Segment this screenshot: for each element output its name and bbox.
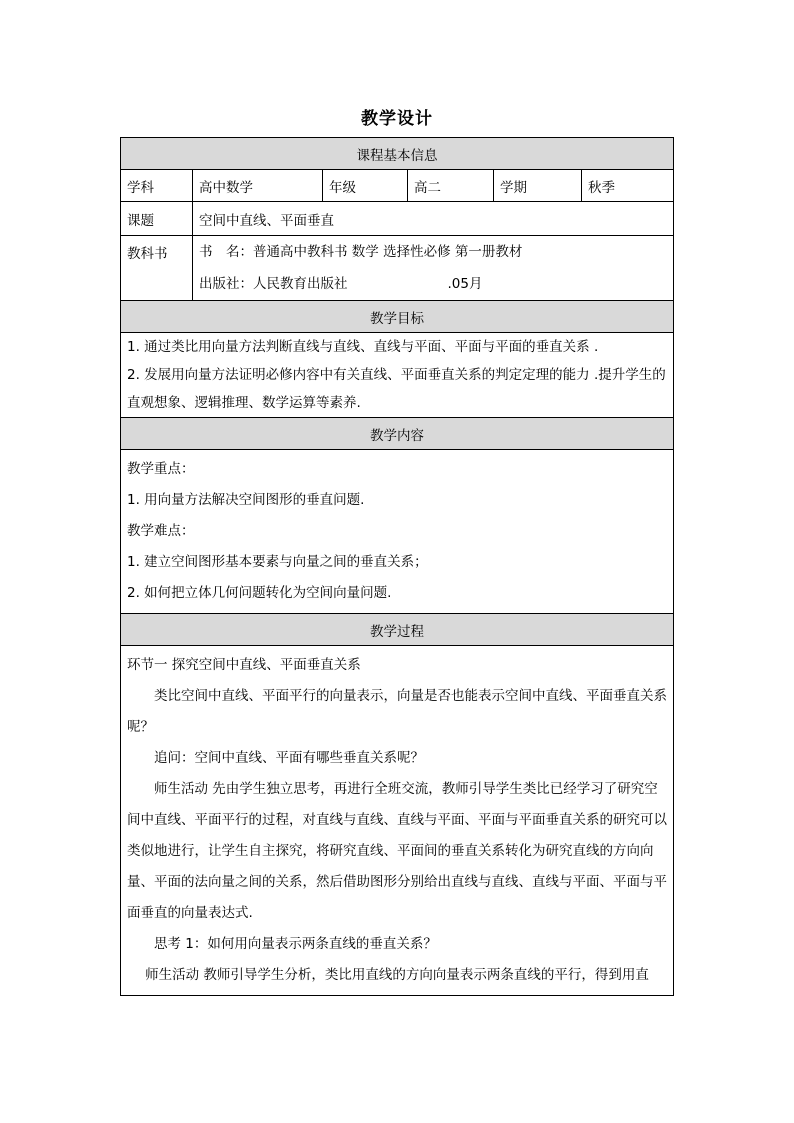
goal-item: 1. 通过类比用向量方法判断直线与直线、直线与平面、平面与平面的垂直关系 .: [127, 339, 599, 355]
goals-body: [121, 333, 674, 418]
lesson-plan-table: [120, 137, 674, 996]
process-paragraph: 师生活动 先由学生独立思考，再进行全班交流，教师引导学生类比已经学习了研究空间中直线、平面平行的过程，对直线与直线、直线与平面、平面与平面垂直关系的研究可以类似地进行，让学生自主探究，将研究直线、平面间的垂直关系转化为研究直线的方向向量、平面的法向量之间的关系，然后借助图形分别给出直线与直线、直线与平面、平面与平面垂直的向量表达式.: [127, 781, 667, 921]
topic-value: 空间中直线、平面垂直: [193, 202, 674, 236]
grade-value: 高二: [408, 170, 494, 202]
grade-label: 年级: [323, 170, 408, 202]
process-paragraph: 类比空间中直线、平面平行的向量表示，向量是否也能表示空间中直线、平面垂直关系呢？: [127, 688, 667, 735]
process-paragraph: 思考 1：如何用向量表示两条直线的垂直关系？: [154, 936, 437, 952]
difficult-point-item: 2. 如何把立体几何问题转化为空间向量问题.: [127, 585, 392, 601]
textbook-info: [193, 236, 674, 301]
publisher: 出版社：人民教育出版社: [199, 276, 348, 292]
stage-title: 环节一 探究空间中直线、平面垂直关系: [127, 657, 361, 673]
topic-label: 课题: [121, 202, 193, 236]
content-header: 教学内容: [121, 418, 674, 450]
term-value: 秋季: [582, 170, 674, 202]
key-points-label: 教学重点：: [127, 461, 195, 477]
process-paragraph: 追问：空间中直线、平面有哪些垂直关系呢？: [154, 750, 424, 766]
difficult-points-label: 教学难点：: [127, 523, 195, 539]
publisher-line: [199, 268, 667, 300]
content-body: [121, 450, 674, 614]
textbook-label: 教科书: [121, 236, 193, 301]
page-title: 教学设计: [361, 109, 433, 129]
subject-label: 学科: [121, 170, 193, 202]
term-label: 学期: [494, 170, 582, 202]
basic-info-header: 课程基本信息: [121, 138, 674, 170]
process-paragraph: 师生活动 教师引导学生分析，类比用直线的方向向量表示两条直线的平行，得到用直: [145, 967, 649, 983]
process-body: [121, 646, 674, 996]
goals-header: 教学目标: [121, 301, 674, 333]
goal-item: 2. 发展用向量方法证明必修内容中有关直线、平面垂直关系的判定定理的能力 .提升学生的直观想象、逻辑推理、数学运算等素养.: [127, 367, 666, 411]
process-header: 教学过程: [121, 614, 674, 646]
subject-value: 高中数学: [193, 170, 323, 202]
publish-date: .05月: [447, 276, 483, 292]
key-point-item: 1. 用向量方法解决空间图形的垂直问题.: [127, 492, 365, 508]
difficult-point-item: 1. 建立空间图形基本要素与向量之间的垂直关系；: [127, 554, 428, 570]
book-name-line: 书 名：普通高中教科书 数学 选择性必修 第一册教材: [199, 244, 523, 260]
